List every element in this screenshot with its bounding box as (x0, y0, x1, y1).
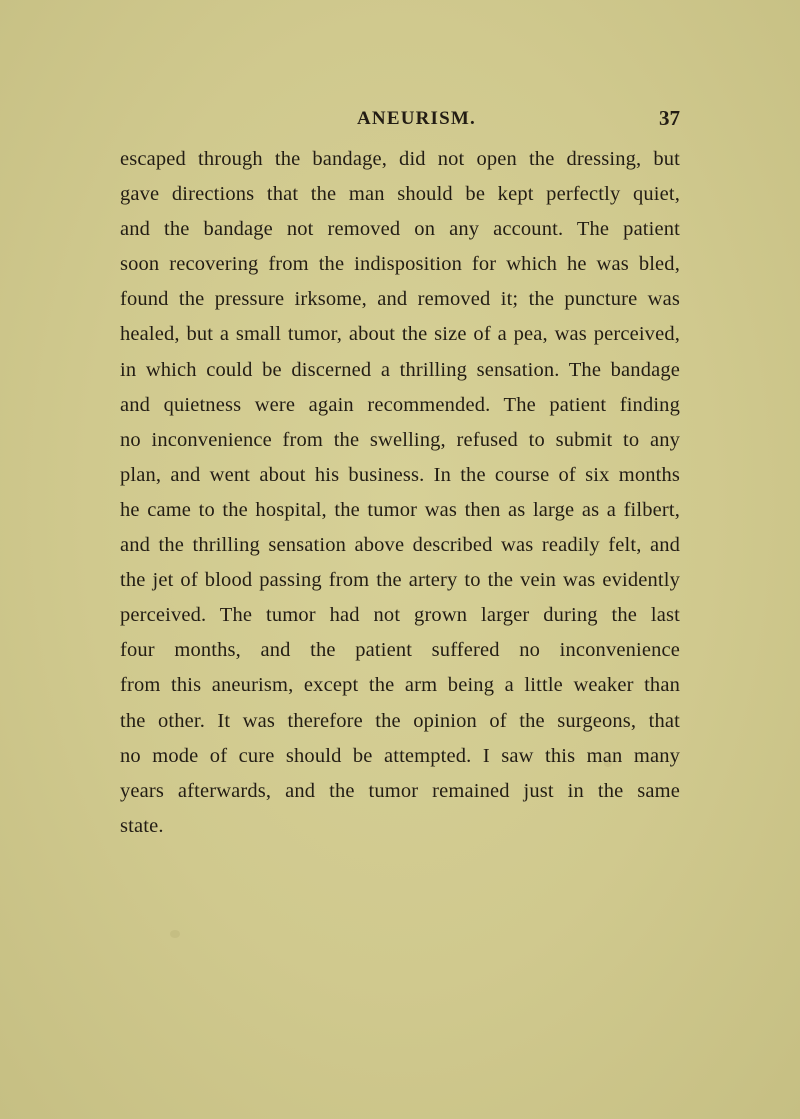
text-line: years afterwards, and the tumor remained just in the same (120, 779, 680, 802)
text-line: gave directions that the man should be kept perfectly quiet, (120, 183, 680, 206)
text-line: the jet of blood passing from the artery to the vein was evidently (120, 569, 680, 592)
text-line: four months, and the patient suffered no inconvenience (120, 639, 680, 662)
text-line: escaped through the bandage, did not open the dressing, but (120, 148, 680, 170)
paper-foxing-spot (170, 930, 180, 938)
text-line: no inconvenience from the swelling, refused to submit to any (120, 428, 680, 451)
page-number: 37 (659, 106, 680, 130)
text-line: found the pressure irksome, and removed it; the puncture was (120, 288, 680, 311)
text-line: and quietness were again recommended. The patient finding (120, 393, 680, 416)
text-line: state. (120, 814, 164, 837)
text-line: and the bandage not removed on any account. The patient (120, 218, 680, 241)
text-line: plan, and went about his business. In the course of six months (120, 463, 680, 486)
running-head (118, 108, 680, 138)
text-line: he came to the hospital, the tumor was then as large as a filbert, (120, 498, 680, 521)
text-line: the other. It was therefore the opinion of the surgeons, that (120, 709, 680, 732)
text-line: perceived. The tumor had not grown larger during the last (120, 604, 680, 627)
body-paragraph (120, 142, 680, 844)
text-line: and the thrilling sensation above described was readily felt, and (120, 534, 680, 557)
text-line: healed, but a small tumor, about the size of a pea, was perceived, (120, 323, 680, 346)
text-line: from this aneurism, except the arm being a little weaker than (120, 674, 680, 697)
text-line: in which could be discerned a thrilling sensation. The bandage (120, 358, 680, 381)
text-line: soon recovering from the indisposition for which he was bled, (120, 253, 680, 276)
running-title: ANEURISM. (357, 108, 477, 129)
text-line: no mode of cure should be attempted. I saw this man many (120, 744, 680, 767)
